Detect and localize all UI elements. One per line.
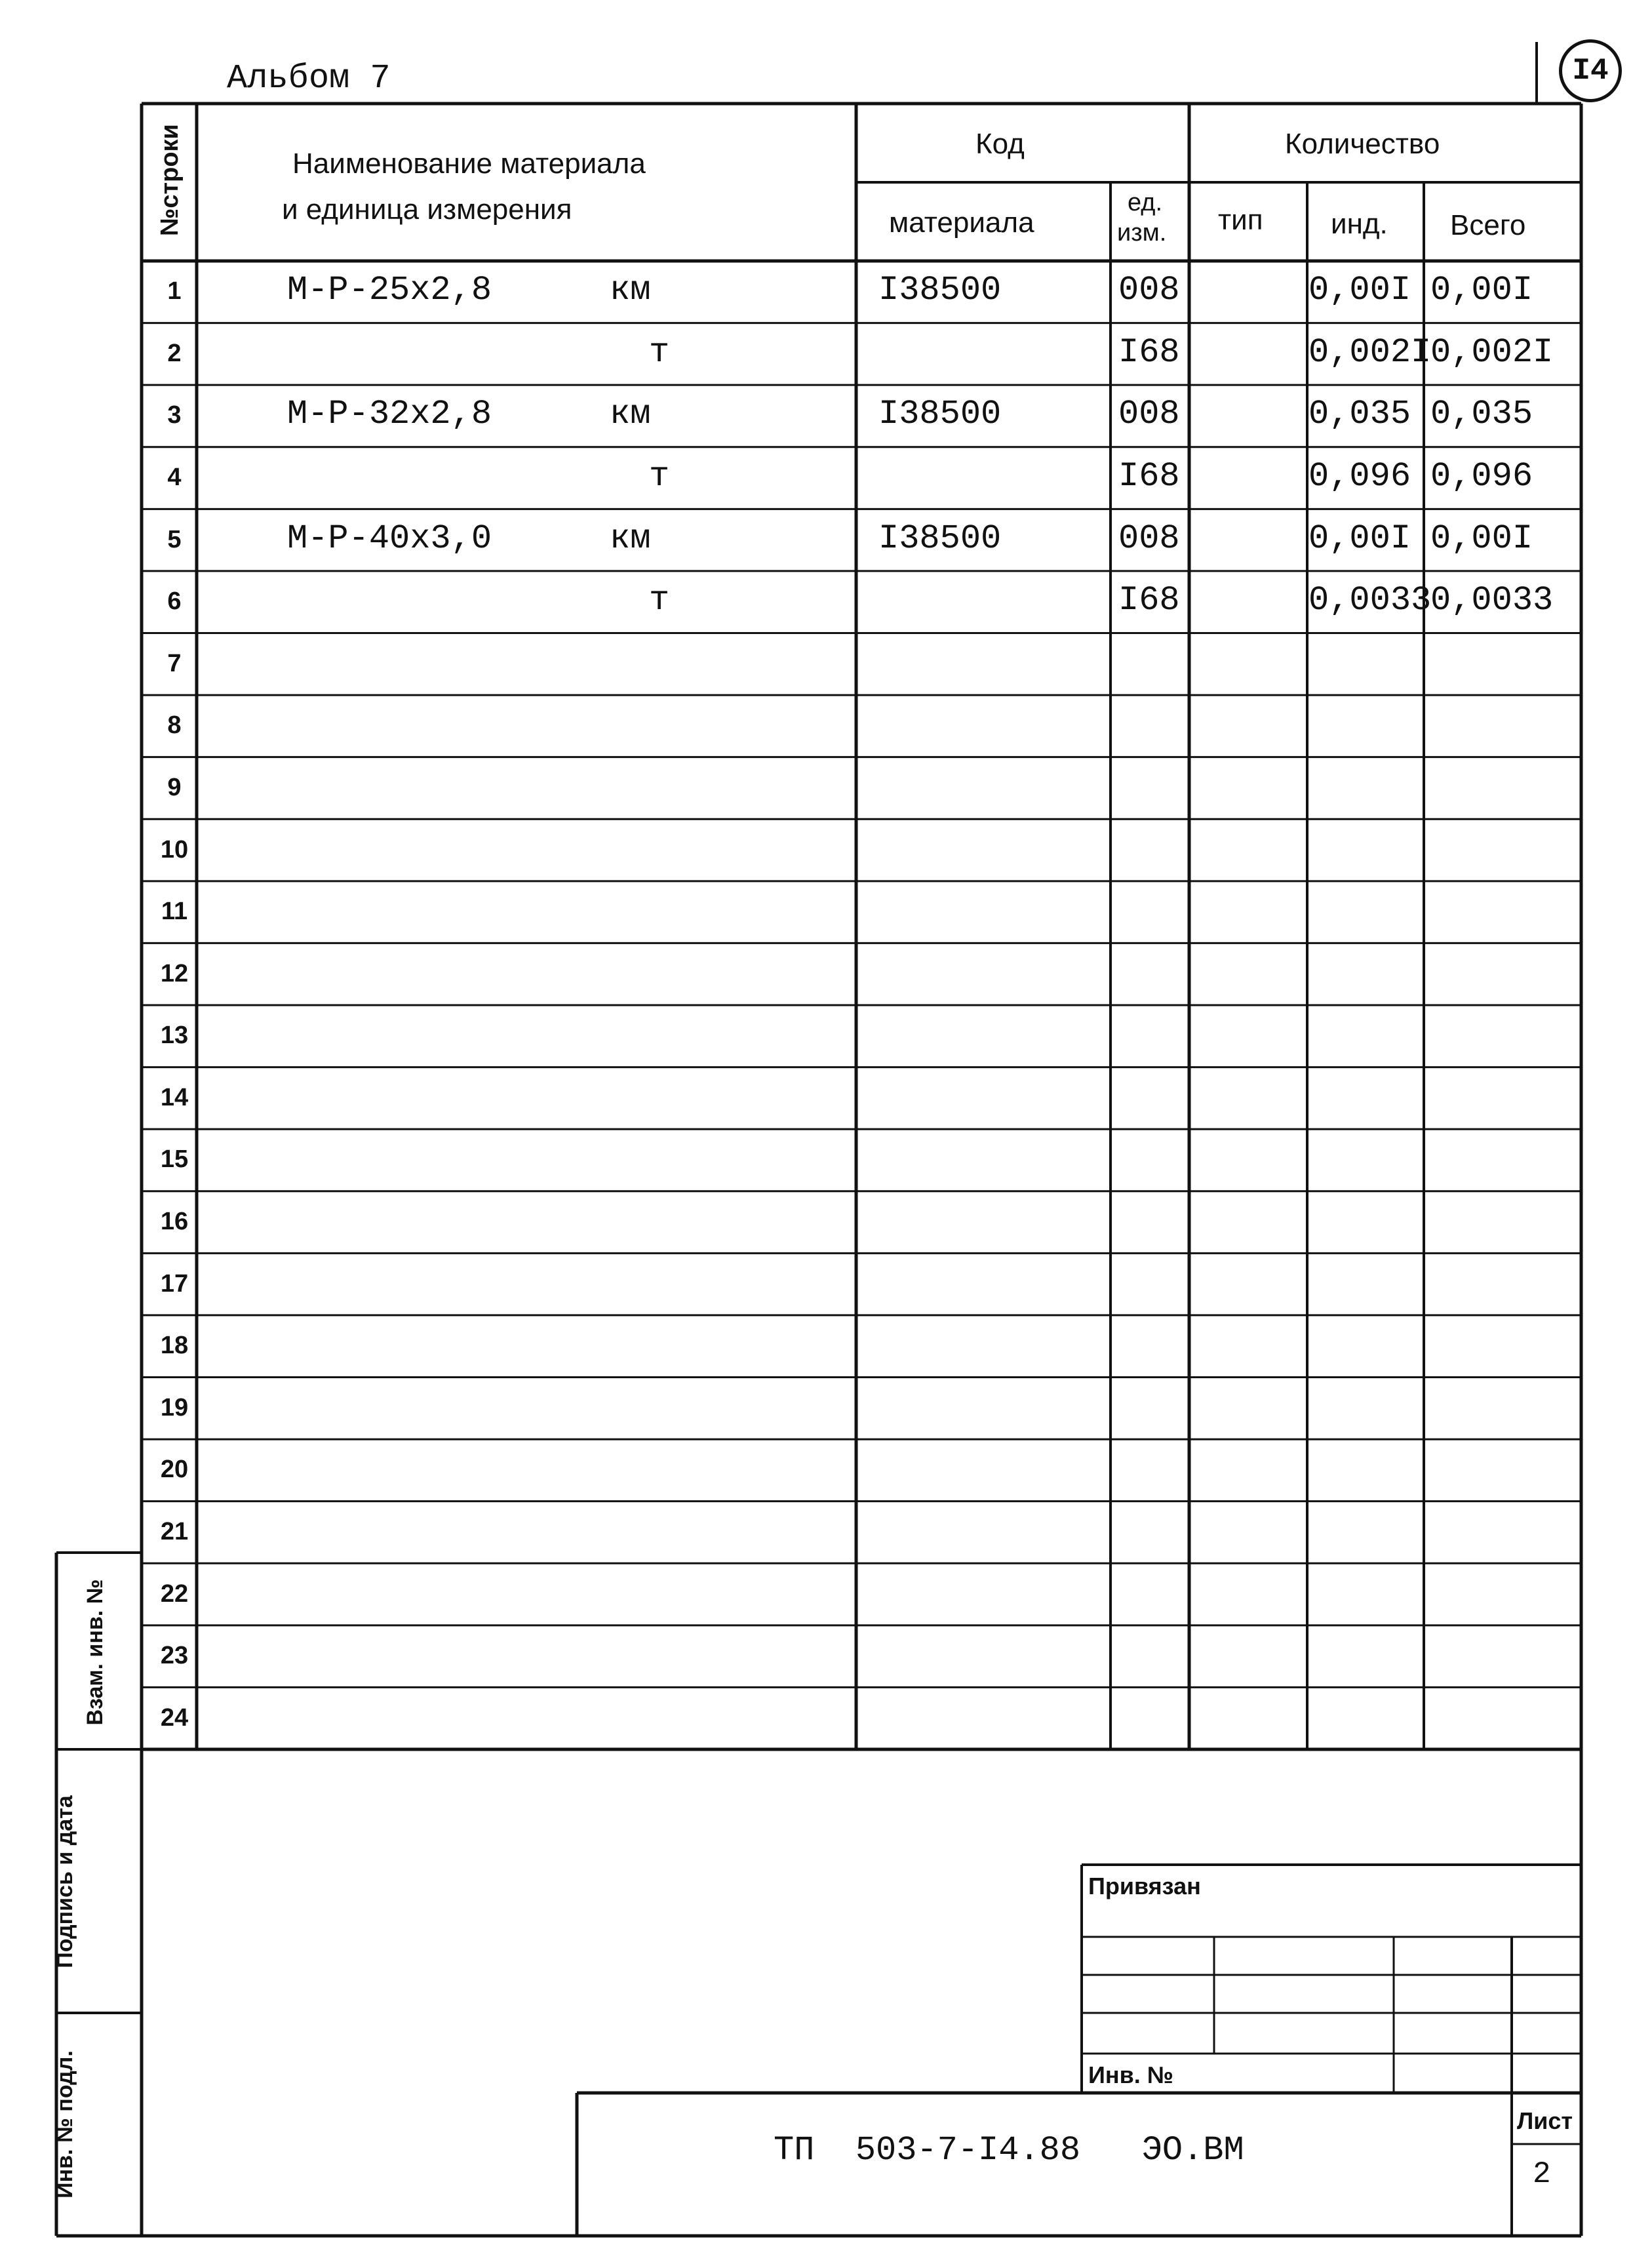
- cell-unit: т: [649, 581, 670, 620]
- cell-total: 0,002I: [1430, 332, 1554, 372]
- qty-type-header: тип: [1218, 204, 1263, 236]
- name-header-line1: Наименование материала: [292, 148, 646, 180]
- row-number: 13: [160, 1022, 189, 1050]
- document-designation: ТП 503-7-I4.88 ЭО.ВМ: [774, 2131, 1244, 2170]
- row-number: 12: [160, 959, 189, 987]
- cell-name: М-Р-40х3,0: [287, 519, 492, 558]
- cell-ind: 0,035: [1308, 395, 1411, 434]
- row-number: 3: [167, 401, 182, 429]
- code-unit-header-1: ед.: [1128, 189, 1163, 216]
- album-label: Альбом 7: [227, 59, 391, 98]
- cell-unit: км: [610, 271, 651, 310]
- row-number: 19: [160, 1393, 189, 1421]
- code-header: Код: [975, 128, 1025, 160]
- row-number: 16: [160, 1208, 189, 1236]
- row-number: 2: [167, 339, 182, 367]
- row-number: 20: [160, 1456, 189, 1484]
- row-number: 1: [167, 277, 182, 306]
- cell-name: М-Р-32х2,8: [287, 395, 492, 434]
- cell-uom: 008: [1118, 271, 1180, 310]
- cell-ind: 0,002I: [1308, 332, 1432, 372]
- sheet-number: 2: [1533, 2157, 1551, 2191]
- code-unit-header-2: изм.: [1117, 219, 1167, 247]
- row-number: 9: [167, 773, 182, 801]
- cell-uom: I68: [1118, 457, 1180, 496]
- qty-ind-header: инд.: [1331, 208, 1388, 240]
- linked-label: Привязан: [1088, 1873, 1201, 1899]
- code-material-header: материала: [889, 207, 1034, 239]
- row-number: 10: [160, 835, 189, 864]
- cell-uom: 008: [1118, 395, 1180, 434]
- cell-unit: км: [610, 395, 651, 434]
- inv-replace-label: Взам. инв. №: [83, 1579, 108, 1726]
- row-number: 21: [160, 1517, 189, 1545]
- row-number: 17: [160, 1269, 189, 1298]
- cell-unit: км: [610, 519, 651, 558]
- row-number: 15: [160, 1145, 189, 1174]
- row-number: 6: [167, 587, 182, 616]
- cell-code: I38500: [878, 395, 1002, 434]
- cell-uom: 008: [1118, 519, 1180, 558]
- row-number: 11: [161, 898, 188, 926]
- row-number: 8: [167, 711, 182, 740]
- cell-ind: 0,00I: [1308, 519, 1411, 558]
- cell-ind: 0,00I: [1308, 271, 1411, 310]
- qty-total-header: Всего: [1450, 209, 1526, 241]
- sign-date-label: Подпись и дата: [52, 1795, 77, 1968]
- cell-unit: т: [649, 332, 670, 372]
- cell-name: М-Р-25х2,8: [287, 271, 492, 310]
- inv-no-label: Инв. №: [1088, 2061, 1173, 2088]
- inv-orig-label: Инв. № подл.: [52, 2050, 77, 2198]
- cell-total: 0,00I: [1430, 271, 1533, 310]
- cell-uom: I68: [1118, 332, 1180, 372]
- cell-total: 0,096: [1430, 457, 1533, 496]
- row-number: 24: [160, 1703, 189, 1732]
- row-number: 22: [160, 1580, 189, 1608]
- sheet-label: Лист: [1517, 2107, 1573, 2134]
- cell-total: 0,035: [1430, 395, 1533, 434]
- cell-unit: т: [649, 457, 670, 496]
- row-number: 18: [160, 1332, 189, 1360]
- cell-code: I38500: [878, 519, 1002, 558]
- page-badge-number: I4: [1572, 54, 1609, 88]
- cell-total: 0,00I: [1430, 519, 1533, 558]
- row-number: 4: [167, 464, 182, 492]
- cell-total: 0,0033: [1430, 581, 1554, 620]
- row-number: 5: [167, 525, 182, 553]
- cell-code: I38500: [878, 271, 1002, 310]
- qty-header: Количество: [1285, 128, 1440, 160]
- cell-ind: 0,0033: [1308, 581, 1432, 620]
- row-number: 14: [160, 1083, 189, 1111]
- row-number: 23: [160, 1642, 189, 1670]
- name-header-line2: и единица измерения: [282, 193, 572, 226]
- row-number: 7: [167, 649, 182, 677]
- cell-uom: I68: [1118, 581, 1180, 620]
- cell-ind: 0,096: [1308, 457, 1411, 496]
- row-number-header: №строки: [156, 124, 184, 236]
